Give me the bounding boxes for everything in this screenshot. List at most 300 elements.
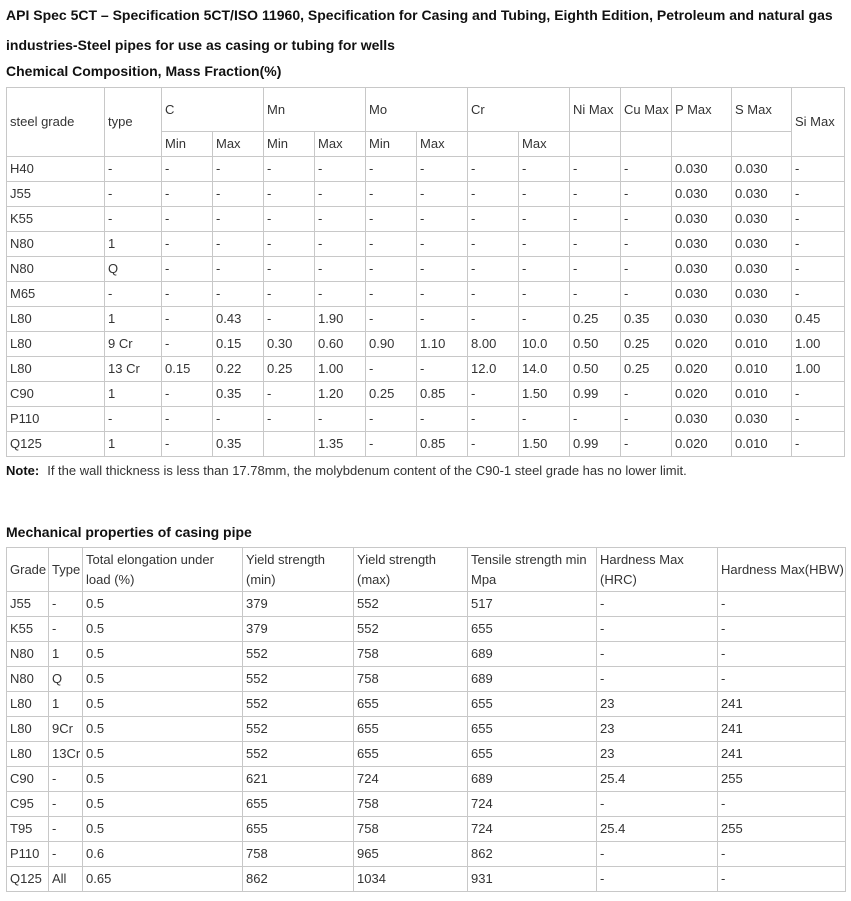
table-cell: 0.030 bbox=[732, 307, 792, 332]
table-cell: 241 bbox=[718, 717, 846, 742]
table-cell: 552 bbox=[354, 592, 468, 617]
table-cell: 0.030 bbox=[672, 257, 732, 282]
table-row bbox=[7, 717, 846, 742]
table-cell: 255 bbox=[718, 767, 846, 792]
table-cell: 0.25 bbox=[621, 357, 672, 382]
table-cell: 621 bbox=[243, 767, 354, 792]
table-cell: P110 bbox=[7, 407, 105, 432]
table-cell: N80 bbox=[7, 667, 49, 692]
table-cell: J55 bbox=[7, 592, 49, 617]
table-cell: - bbox=[792, 282, 845, 307]
table-cell: - bbox=[162, 232, 213, 257]
table-cell: 1.50 bbox=[519, 382, 570, 407]
table-cell: 14.0 bbox=[519, 357, 570, 382]
header-mo-min: Min bbox=[366, 132, 417, 157]
table-cell: 1.00 bbox=[792, 357, 845, 382]
table-cell: - bbox=[468, 257, 519, 282]
table-cell: - bbox=[597, 792, 718, 817]
table-cell: 0.030 bbox=[732, 232, 792, 257]
table-cell: - bbox=[315, 232, 366, 257]
table-cell: 0.5 bbox=[83, 617, 243, 642]
table-cell: - bbox=[366, 282, 417, 307]
table-cell: L80 bbox=[7, 357, 105, 382]
table-cell: - bbox=[213, 257, 264, 282]
column-header: Type bbox=[49, 548, 83, 592]
table-cell: 0.020 bbox=[672, 332, 732, 357]
header-type: type bbox=[105, 88, 162, 157]
table-cell: - bbox=[315, 182, 366, 207]
table-cell: 0.65 bbox=[83, 867, 243, 892]
table-cell: 655 bbox=[468, 692, 597, 717]
table-cell: 0.60 bbox=[315, 332, 366, 357]
table-cell: - bbox=[315, 282, 366, 307]
table-row bbox=[7, 382, 845, 407]
table-cell: 0.25 bbox=[570, 307, 621, 332]
note-label: Note: bbox=[6, 463, 40, 478]
table-row bbox=[7, 307, 845, 332]
table-cell: - bbox=[570, 407, 621, 432]
table-cell: - bbox=[315, 207, 366, 232]
header-mn-max: Max bbox=[315, 132, 366, 157]
table-cell: 1.90 bbox=[315, 307, 366, 332]
chemical-composition-table bbox=[6, 87, 845, 457]
table-cell: 12.0 bbox=[468, 357, 519, 382]
table-cell: 241 bbox=[718, 742, 846, 767]
table-cell: - bbox=[621, 232, 672, 257]
header-cr-min bbox=[468, 132, 519, 157]
table-row bbox=[7, 432, 845, 457]
table-cell: 0.5 bbox=[83, 667, 243, 692]
table-cell: 0.5 bbox=[83, 792, 243, 817]
table-row bbox=[7, 742, 846, 767]
table-cell: - bbox=[213, 157, 264, 182]
table-cell: 655 bbox=[468, 617, 597, 642]
table-cell: P110 bbox=[7, 842, 49, 867]
table-cell: 0.030 bbox=[732, 407, 792, 432]
table-cell: 0.030 bbox=[732, 182, 792, 207]
table-cell: - bbox=[468, 157, 519, 182]
page-title: API Spec 5CT – Specification 5CT/ISO 11960, Specification for Casing and Tubing, Eighth Edition, Petroleum and natural gas industries-Steel pipes for use as casing or tubing for wells bbox=[6, 7, 833, 53]
table-cell: - bbox=[417, 157, 468, 182]
table-cell: 1 bbox=[105, 382, 162, 407]
table-cell: 1 bbox=[105, 307, 162, 332]
table-cell: K55 bbox=[7, 617, 49, 642]
table-cell: 1034 bbox=[354, 867, 468, 892]
table-cell: - bbox=[718, 617, 846, 642]
table-cell: 0.5 bbox=[83, 742, 243, 767]
table-cell: 9 Cr bbox=[105, 332, 162, 357]
table-cell: 655 bbox=[468, 742, 597, 767]
table-cell: - bbox=[162, 257, 213, 282]
table-cell: 1.20 bbox=[315, 382, 366, 407]
table-row bbox=[7, 332, 845, 357]
table-cell: - bbox=[792, 157, 845, 182]
header-cr: Cr bbox=[468, 88, 570, 132]
table-cell: - bbox=[621, 257, 672, 282]
table-cell: 1.10 bbox=[417, 332, 468, 357]
table-cell: - bbox=[417, 407, 468, 432]
header-c-min: Min bbox=[162, 132, 213, 157]
table-cell: 1.00 bbox=[315, 357, 366, 382]
table-cell: - bbox=[49, 842, 83, 867]
table-cell: All bbox=[49, 867, 83, 892]
header-mn: Mn bbox=[264, 88, 366, 132]
table-cell: - bbox=[570, 232, 621, 257]
table-cell: 0.020 bbox=[672, 357, 732, 382]
table-cell: - bbox=[264, 182, 315, 207]
header-p-blank bbox=[672, 132, 732, 157]
table-cell: 655 bbox=[354, 742, 468, 767]
table-row bbox=[7, 407, 845, 432]
table-cell: - bbox=[105, 282, 162, 307]
table-cell: - bbox=[519, 182, 570, 207]
table-cell: - bbox=[162, 182, 213, 207]
table-cell: - bbox=[213, 282, 264, 307]
table-cell: - bbox=[718, 642, 846, 667]
table-cell: 0.5 bbox=[83, 817, 243, 842]
table-cell: 0.030 bbox=[672, 407, 732, 432]
table-cell: 1.35 bbox=[315, 432, 366, 457]
column-header: Total elongation under load (%) bbox=[83, 548, 243, 592]
header-ni: Ni Max bbox=[570, 88, 621, 132]
table-cell: 0.030 bbox=[732, 157, 792, 182]
table-cell: N80 bbox=[7, 232, 105, 257]
table-cell: - bbox=[105, 207, 162, 232]
table-cell: - bbox=[621, 432, 672, 457]
table-cell: - bbox=[366, 307, 417, 332]
table-cell: 552 bbox=[243, 667, 354, 692]
table-cell: 965 bbox=[354, 842, 468, 867]
table-cell: - bbox=[519, 232, 570, 257]
table-cell: - bbox=[468, 207, 519, 232]
table-cell: - bbox=[162, 282, 213, 307]
table-cell: - bbox=[49, 617, 83, 642]
table-cell: - bbox=[519, 257, 570, 282]
table-cell: 23 bbox=[597, 742, 718, 767]
table-cell: 10.0 bbox=[519, 332, 570, 357]
table-cell: 0.25 bbox=[366, 382, 417, 407]
table-cell: - bbox=[49, 817, 83, 842]
column-header: Hardness Max (HRC) bbox=[597, 548, 718, 592]
table-cell: 655 bbox=[243, 817, 354, 842]
table-cell: - bbox=[792, 207, 845, 232]
table-cell: - bbox=[621, 282, 672, 307]
header-mn-min: Min bbox=[264, 132, 315, 157]
table-cell: 0.030 bbox=[732, 282, 792, 307]
table-cell: 0.5 bbox=[83, 767, 243, 792]
table-cell: 758 bbox=[354, 792, 468, 817]
table-cell: - bbox=[570, 257, 621, 282]
table-cell: - bbox=[264, 382, 315, 407]
table-cell: - bbox=[315, 257, 366, 282]
table-cell: 758 bbox=[354, 817, 468, 842]
table-row bbox=[7, 667, 846, 692]
table-cell: - bbox=[213, 182, 264, 207]
header-p: P Max bbox=[672, 88, 732, 132]
table-cell: 689 bbox=[468, 642, 597, 667]
table-row bbox=[7, 257, 845, 282]
table-cell: - bbox=[519, 282, 570, 307]
table-cell: - bbox=[597, 667, 718, 692]
table-cell: - bbox=[570, 282, 621, 307]
table-cell: - bbox=[718, 592, 846, 617]
table-cell: - bbox=[162, 307, 213, 332]
table-cell: - bbox=[597, 867, 718, 892]
table-cell: - bbox=[792, 407, 845, 432]
table-cell: - bbox=[49, 592, 83, 617]
table-cell: Q125 bbox=[7, 432, 105, 457]
table-cell: - bbox=[366, 257, 417, 282]
table-cell: Q bbox=[49, 667, 83, 692]
table-cell: L80 bbox=[7, 717, 49, 742]
table-cell: 552 bbox=[354, 617, 468, 642]
table-cell: - bbox=[162, 407, 213, 432]
column-header: Grade bbox=[7, 548, 49, 592]
header-si: Si Max bbox=[792, 88, 845, 157]
table-cell: - bbox=[792, 257, 845, 282]
table-cell: 0.15 bbox=[213, 332, 264, 357]
table-cell: - bbox=[105, 157, 162, 182]
table-cell: 0.15 bbox=[162, 357, 213, 382]
table-cell: H40 bbox=[7, 157, 105, 182]
table-cell: 552 bbox=[243, 642, 354, 667]
table-cell: 0.6 bbox=[83, 842, 243, 867]
table-row bbox=[7, 817, 846, 842]
table-cell: 655 bbox=[354, 692, 468, 717]
header-c-max: Max bbox=[213, 132, 264, 157]
table-cell: 241 bbox=[718, 692, 846, 717]
table-cell: - bbox=[519, 207, 570, 232]
table-cell: 0.010 bbox=[732, 432, 792, 457]
table-cell: - bbox=[468, 307, 519, 332]
table-cell: - bbox=[315, 157, 366, 182]
table-cell: - bbox=[264, 207, 315, 232]
table-cell: 655 bbox=[354, 717, 468, 742]
table-cell: 689 bbox=[468, 667, 597, 692]
table-cell: N80 bbox=[7, 642, 49, 667]
table-cell: - bbox=[621, 182, 672, 207]
table-row bbox=[7, 617, 846, 642]
table-cell: L80 bbox=[7, 692, 49, 717]
table-cell: - bbox=[366, 432, 417, 457]
table-cell: 862 bbox=[243, 867, 354, 892]
table-cell: - bbox=[792, 382, 845, 407]
table-cell: - bbox=[468, 182, 519, 207]
table-cell: 13 Cr bbox=[105, 357, 162, 382]
table-cell: L80 bbox=[7, 742, 49, 767]
table-cell: 0.85 bbox=[417, 382, 468, 407]
table-cell: - bbox=[621, 407, 672, 432]
table-cell: 0.90 bbox=[366, 332, 417, 357]
table-row bbox=[7, 792, 846, 817]
table-cell: - bbox=[49, 767, 83, 792]
table-cell: 9Cr bbox=[49, 717, 83, 742]
table-cell: 0.030 bbox=[672, 307, 732, 332]
table-cell: 0.25 bbox=[621, 332, 672, 357]
table-cell: 0.50 bbox=[570, 357, 621, 382]
table-cell: - bbox=[718, 867, 846, 892]
table-cell: 25.4 bbox=[597, 817, 718, 842]
table-row bbox=[7, 592, 846, 617]
table-cell: C90 bbox=[7, 767, 49, 792]
table-cell: 1 bbox=[49, 692, 83, 717]
header-mo-max: Max bbox=[417, 132, 468, 157]
table-cell: - bbox=[417, 357, 468, 382]
table-cell: - bbox=[213, 407, 264, 432]
table-row bbox=[7, 692, 846, 717]
table-cell: - bbox=[468, 407, 519, 432]
table-cell: 517 bbox=[468, 592, 597, 617]
table-cell: - bbox=[366, 407, 417, 432]
table-cell: 1.50 bbox=[519, 432, 570, 457]
table-cell: - bbox=[597, 642, 718, 667]
table-cell: 552 bbox=[243, 692, 354, 717]
table-cell: L80 bbox=[7, 332, 105, 357]
table-cell: - bbox=[718, 792, 846, 817]
table-cell: - bbox=[468, 382, 519, 407]
table-cell: - bbox=[621, 207, 672, 232]
table-cell: 724 bbox=[468, 817, 597, 842]
table-cell: - bbox=[468, 282, 519, 307]
table-cell: 8.00 bbox=[468, 332, 519, 357]
table-cell: - bbox=[417, 257, 468, 282]
table-cell: - bbox=[792, 182, 845, 207]
table-cell: 724 bbox=[468, 792, 597, 817]
table-cell: T95 bbox=[7, 817, 49, 842]
table-cell: - bbox=[162, 157, 213, 182]
table-cell: 0.5 bbox=[83, 592, 243, 617]
table-cell: 0.35 bbox=[213, 432, 264, 457]
table-cell: C90 bbox=[7, 382, 105, 407]
table-cell: - bbox=[264, 232, 315, 257]
table-cell: - bbox=[718, 667, 846, 692]
table-cell: - bbox=[417, 207, 468, 232]
table-cell: - bbox=[162, 207, 213, 232]
table-cell: 0.030 bbox=[672, 157, 732, 182]
table-cell: 0.99 bbox=[570, 432, 621, 457]
table-cell: - bbox=[519, 307, 570, 332]
table-cell: C95 bbox=[7, 792, 49, 817]
table-row bbox=[7, 207, 845, 232]
mechanical-properties-heading: Mechanical properties of casing pipe bbox=[6, 524, 252, 540]
table-cell: 0.35 bbox=[621, 307, 672, 332]
table-row bbox=[7, 867, 846, 892]
table-cell: - bbox=[213, 207, 264, 232]
table-cell: 0.30 bbox=[264, 332, 315, 357]
table-cell: 0.030 bbox=[672, 232, 732, 257]
table-row bbox=[7, 182, 845, 207]
header-cu-blank bbox=[621, 132, 672, 157]
table-cell: 0.010 bbox=[732, 332, 792, 357]
table-cell: - bbox=[597, 842, 718, 867]
table-cell: 13Cr bbox=[49, 742, 83, 767]
table-cell: - bbox=[264, 307, 315, 332]
table-cell: 0.030 bbox=[732, 207, 792, 232]
table-cell: 1.00 bbox=[792, 332, 845, 357]
chemical-table-body bbox=[7, 157, 845, 457]
table-cell: - bbox=[519, 407, 570, 432]
table-cell: 0.43 bbox=[213, 307, 264, 332]
table-cell: - bbox=[417, 182, 468, 207]
table-cell: 655 bbox=[243, 792, 354, 817]
table-cell: - bbox=[792, 232, 845, 257]
table-cell: 862 bbox=[468, 842, 597, 867]
column-header: Yield strength (min) bbox=[243, 548, 354, 592]
table-cell: 0.010 bbox=[732, 357, 792, 382]
table-cell: 379 bbox=[243, 592, 354, 617]
table-cell: 25.4 bbox=[597, 767, 718, 792]
table-cell: M65 bbox=[7, 282, 105, 307]
table-cell: 379 bbox=[243, 617, 354, 642]
table-cell: - bbox=[468, 232, 519, 257]
table-row bbox=[7, 842, 846, 867]
table-cell: - bbox=[264, 157, 315, 182]
table-cell: 0.99 bbox=[570, 382, 621, 407]
table-row bbox=[7, 357, 845, 382]
table-cell: - bbox=[570, 182, 621, 207]
table-cell: - bbox=[264, 407, 315, 432]
table-cell: 0.020 bbox=[672, 382, 732, 407]
table-cell: - bbox=[264, 257, 315, 282]
table-cell: - bbox=[162, 382, 213, 407]
table-cell: - bbox=[570, 157, 621, 182]
table-cell: - bbox=[105, 407, 162, 432]
table-cell: N80 bbox=[7, 257, 105, 282]
table-cell bbox=[264, 432, 315, 457]
table-cell: 552 bbox=[243, 742, 354, 767]
table-cell: - bbox=[417, 282, 468, 307]
table-cell: - bbox=[162, 332, 213, 357]
table-cell: - bbox=[792, 432, 845, 457]
table-cell: 23 bbox=[597, 717, 718, 742]
table-row bbox=[7, 157, 845, 182]
table-cell: - bbox=[597, 617, 718, 642]
table-cell: 0.85 bbox=[417, 432, 468, 457]
note-text: If the wall thickness is less than 17.78mm, the molybdenum content of the C90-1 steel grade has no lower limit. bbox=[47, 463, 687, 478]
mechanical-table-body bbox=[7, 592, 846, 892]
table-cell: 255 bbox=[718, 817, 846, 842]
table-cell: Q bbox=[105, 257, 162, 282]
header-cr-max: Max bbox=[519, 132, 570, 157]
table-cell: 0.25 bbox=[264, 357, 315, 382]
table-cell: - bbox=[366, 157, 417, 182]
table-cell: 724 bbox=[354, 767, 468, 792]
header-cu: Cu Max bbox=[621, 88, 672, 132]
table-cell: 0.22 bbox=[213, 357, 264, 382]
table-cell: K55 bbox=[7, 207, 105, 232]
table-row bbox=[7, 232, 845, 257]
table-cell: - bbox=[105, 182, 162, 207]
table-cell: - bbox=[213, 232, 264, 257]
table-cell: - bbox=[570, 207, 621, 232]
table-cell: 0.030 bbox=[732, 257, 792, 282]
table-cell: - bbox=[417, 232, 468, 257]
table-cell: - bbox=[366, 182, 417, 207]
header-s-blank bbox=[732, 132, 792, 157]
table-cell: 1 bbox=[49, 642, 83, 667]
column-header: Yield strength (max) bbox=[354, 548, 468, 592]
table-cell: 758 bbox=[354, 667, 468, 692]
column-header: Tensile strength min Mpa bbox=[468, 548, 597, 592]
table-cell: L80 bbox=[7, 307, 105, 332]
column-header: Hardness Max(HBW) bbox=[718, 548, 846, 592]
table-cell: 0.030 bbox=[672, 207, 732, 232]
table-cell: 1 bbox=[105, 432, 162, 457]
mechanical-header-row bbox=[7, 548, 846, 592]
table-cell: - bbox=[468, 432, 519, 457]
table-cell: 931 bbox=[468, 867, 597, 892]
table-cell: - bbox=[366, 232, 417, 257]
